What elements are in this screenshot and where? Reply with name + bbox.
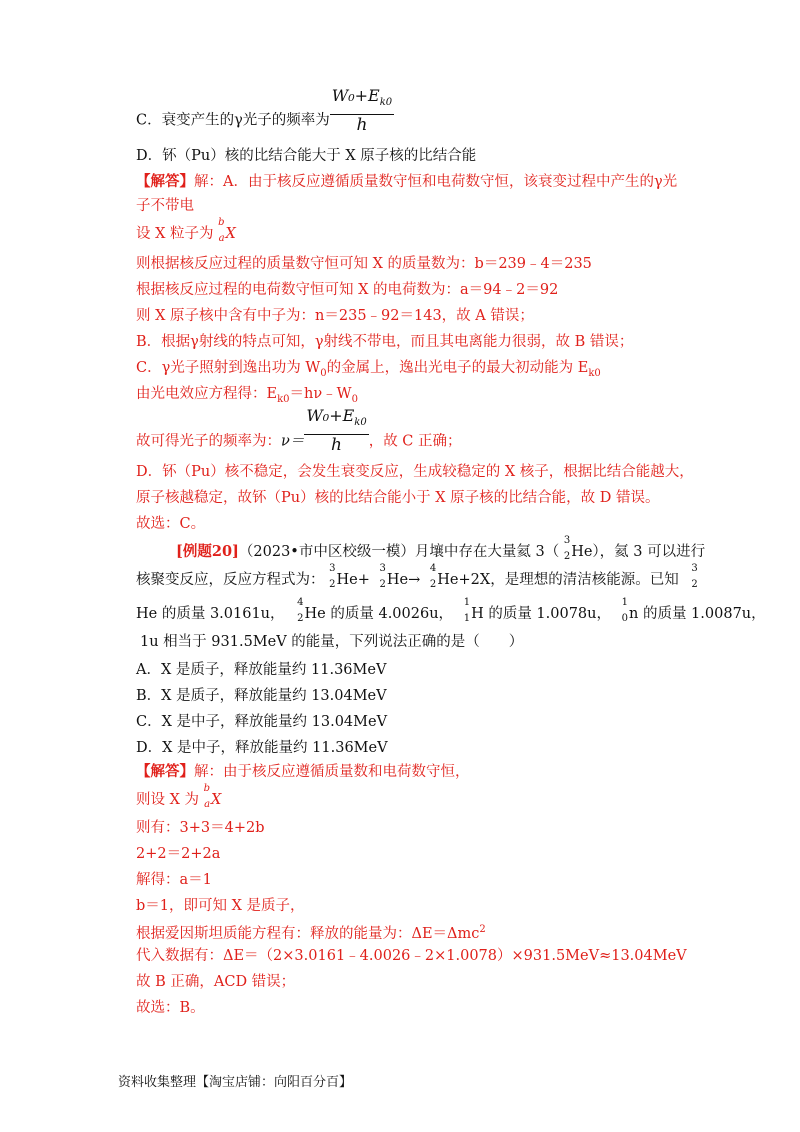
q20-solution-line-2: 则设 X 为 b a X (136, 783, 222, 810)
q20-solution-line-7: 根据爱因斯坦质能方程有：释放的能量为：ΔE＝Δmc$^2$ (136, 924, 486, 942)
solution-line-13: 故选：C。 (136, 516, 206, 532)
solution-line-4: 则根据核反应过程的质量数守恒可知 X 的质量数为：b＝239﹣4＝235 (136, 256, 592, 272)
option-d-line: D．钚（Pu）核的比结合能大于 X 原子核的比结合能 (136, 148, 477, 164)
option-d: D．X 是中子，释放能量约 11.36MeV (136, 740, 388, 756)
solution-line-1: 【解答】解：A．由于核反应遵循质量数守恒和电荷数守恒，该衰变过程中产生的γ光 (136, 173, 678, 190)
solution-line-11: D．钚（Pu）核不稳定，会发生衰变反应，生成较稳定的 X 核子，根据比结合能越大， (136, 464, 694, 480)
isotope-notation: b a (218, 217, 225, 244)
q20-solution-line-6: b＝1，即可知 X 是质子， (136, 898, 305, 914)
question-20-line-2: 核聚变反应，反应方程式为： 3 2 He+ 3 2 He→ 4 2 He+2X，是理想的清洁核能源。已知 3 2 (136, 563, 698, 590)
solution-line-2: 子不带电 (136, 198, 194, 214)
option-c-text: C．衰变产生的γ光子的频率为 (136, 112, 330, 129)
option-c: C．X 是中子，释放能量约 13.04MeV (136, 714, 388, 730)
q20-solution-line-3: 则有：3+3＝4+2b (136, 820, 265, 836)
q20-solution-line-5: 解得：a＝1 (136, 872, 212, 888)
solution-line-10: 故可得光子的频率为：ν＝ $\frac{W_0+E_{k0}}{h}$ ，故 C 正确； (136, 406, 462, 456)
solution-line-3: 设 X 粒子为 b a X (136, 217, 236, 244)
question-20-line-3: He 的质量 3.0161u， 4 2 He 的质量 4.0026u， 1 1 H 的质量 1.0078u， 1 0 n 的质量 1.0087u， (136, 597, 766, 624)
option-a: A．X 是质子，释放能量约 11.36MeV (136, 662, 387, 678)
q20-solution-line-1: 【解答】解：由于核反应遵循质量数和电荷数守恒， (136, 763, 470, 780)
q20-solution-line-9: 故 B 正确，ACD 错误； (136, 974, 296, 990)
q20-solution-line-10: 故选：B。 (136, 1000, 205, 1016)
solution-line-5: 根据核反应过程的电荷数守恒可知 X 的电荷数为：a＝94﹣2＝92 (136, 282, 559, 298)
option-c-line (136, 86, 394, 136)
question-20-tag: [例题20] (176, 543, 239, 560)
question-20-line-4: 1u 相当于 931.5MeV 的能量，下列说法正确的是（ ） (140, 634, 524, 650)
option-b: B．X 是质子，释放能量约 13.04MeV (136, 688, 387, 704)
page-footer: 资料收集整理【淘宝店铺：向阳百分百】 (118, 1075, 353, 1090)
solution-line-12: 原子核越稳定，故钚（Pu）核的比结合能小于 X 原子核的比结合能，故 D 错误。 (136, 490, 660, 506)
solution-line-7: B．根据γ射线的特点可知，γ射线不带电，而且其电离能力很弱，故 B 错误； (136, 334, 634, 350)
solution-line-6: 则 X 原子核中含有中子为：n＝235﹣92＝143，故 A 错误； (136, 308, 534, 324)
solution-line-9: 由光电效应方程得：$E_{k0}=h\nu﹣W_0$ (136, 386, 358, 405)
solution-line-8: C．γ光子照射到逸出功为 $W_0$的金属上，逸出光电子的最大初动能为 $E_{k0}$ (136, 360, 601, 379)
q20-solution-line-4: 2+2＝2+2a (136, 846, 221, 862)
question-20-line-1: [例题20]（2023•市中区校级一模）月壤中存在大量氦 3（ 3 2 He），氦 3 可以进行 (176, 535, 706, 562)
q20-solution-line-8: 代入数据有：ΔE＝（2×3.0161﹣4.0026﹣2×1.0078）×931.5MeV≈13.04MeV (136, 948, 687, 964)
frequency-fraction-result: $\frac{W_0+E_{k0}}{h}$ (306, 406, 367, 456)
solution-tag: 【解答】 (136, 173, 194, 190)
frequency-fraction: $\frac{W_0+E_{k0}}{h}$ (331, 86, 393, 136)
